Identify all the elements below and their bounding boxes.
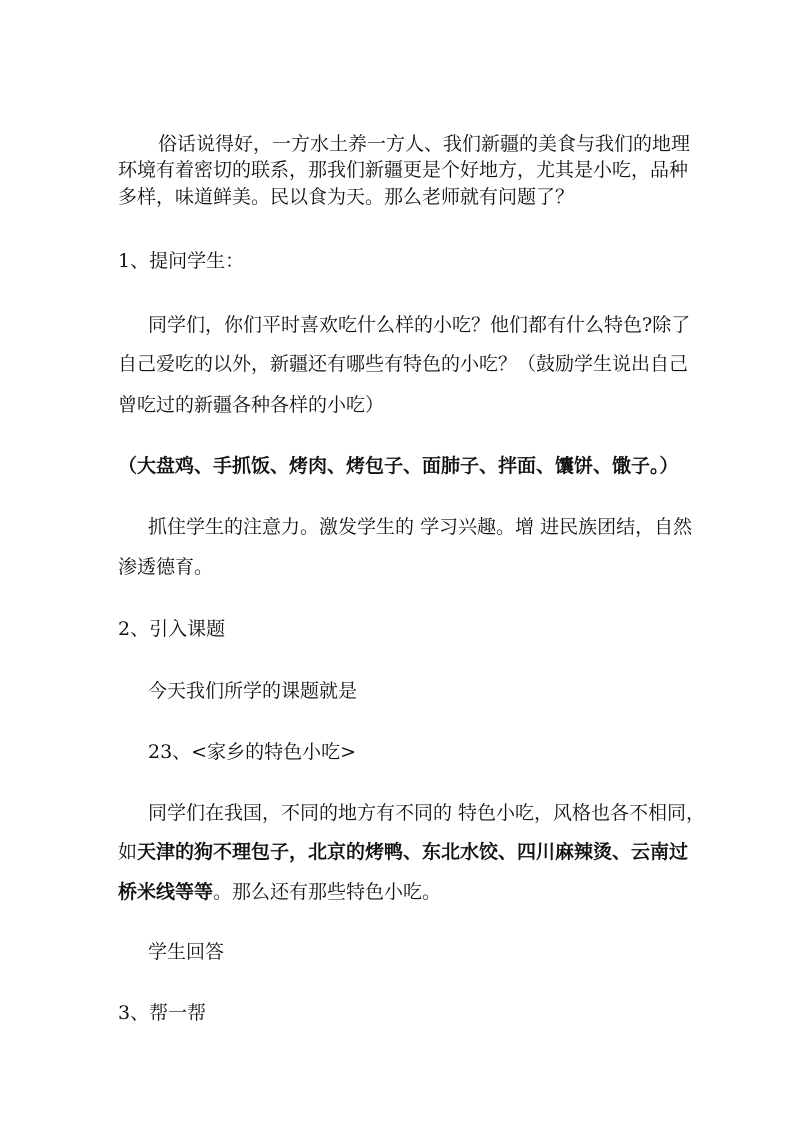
paragraph-line-2 [118,840,688,864]
paragraph-line-2-prefix: 如 [118,841,138,863]
snack-list-answer: （大盘鸡、手抓饭、烤肉、烤包子、面肺子、拌面、馕饼、馓子。） [118,455,679,477]
section-3-heading: 3、帮一帮 [118,1002,207,1024]
intro-line-1: 俗话说得好，一方水土养一方人、我们新疆的美食与我们的地理 [158,133,691,155]
paragraph-line-3-bold: 桥米线等等 [118,881,214,903]
paragraph-line-3-rest: 。那么还有那些特色小吃。 [213,881,442,903]
paragraph-line-2-bold: 天津的狗不理包子，北京的烤鸭、东北水饺、四川麻辣烫、云南过 [137,841,689,863]
student-answer: 学生回答 [148,941,225,963]
paragraph-line-3 [118,880,441,904]
question-line-2: 自己爱吃的以外，新疆还有哪些有特色的小吃？（鼓励学生说出自己 [118,353,689,375]
note-line-2: 渗透德育。 [118,556,214,578]
question-line-3: 曾吃过的新疆各种各样的小吃） [118,394,385,416]
lesson-title: 23、<家乡的特色小吃> [148,741,357,763]
section-2-heading: 2、引入课题 [118,618,226,640]
topic-intro: 今天我们所学的课题就是 [148,680,358,702]
section-1-heading: 1、提问学生： [118,250,245,272]
paragraph-line-1: 同学们在我国，不同的地方有不同的 特色小吃，风格也各不相同， [148,802,706,824]
note-line-1: 抓住学生的注意力。激发学生的 学习兴趣。增 进民族团结，自然 [148,516,693,538]
question-line-1: 同学们，你们平时喜欢吃什么样的小吃？他们都有什么特色?除了 [148,314,691,336]
intro-line-3: 多样，味道鲜美。民以食为天。那么老师就有问题了？ [118,186,575,208]
intro-line-2: 环境有着密切的联系，那我们新疆更是个好地方，尤其是小吃，品种 [118,159,689,181]
